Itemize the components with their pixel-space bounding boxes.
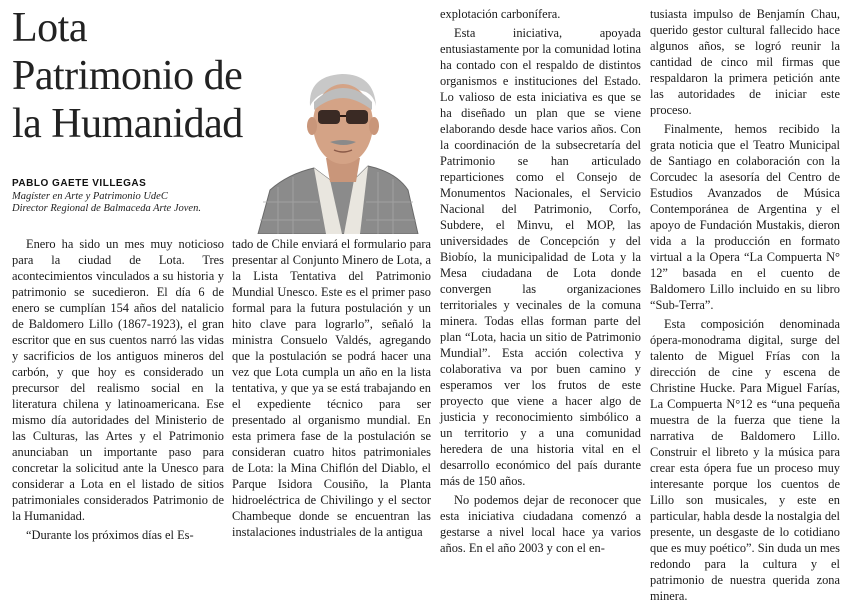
- paragraph: No podemos dejar de reconocer que esta iniciativa ciudadana comenzó a gestarse a nivel local hace ya varios años. En el año 2003 y con el en-: [440, 493, 641, 555]
- paragraph: Enero ha sido un mes muy noticioso para la ciudad de Lota. Tres acontecimientos vinculados a su historia y patrimonio se sucedieron. El día 6 de enero se cumplían 154 años del natalicio de Baldomero Lillo (1867-1923), el gran escritor que en sus cuentos narró las vidas y sacrificios de los antiguos mineros del carbón, y que hoy es considerado un precursor del realismo social en la literatura chilena y latinoamericana. Ese mismo día autoridades del Ministerio de las Culturas, las Artes y el Patrimonio anunciaban un importante paso para concretar la solicitud ante la Unesco para considerar a Lota en el listado de sitios patrimoniales considerados Patrimonio de la Humanidad.: [12, 237, 224, 523]
- paragraph: explotación carbonífera.: [440, 7, 561, 21]
- paragraph: tado de Chile enviará el formulario para presentar al Conjunto Minero de Lota, a la Lista Tentativa del Patrimonio Mundial Unesco. Este es el primer paso formal para la futura postulación y un hito clave para lograrlo”, señaló la ministra Consuelo Valdés, agregando que la postulación se podrá hacer una vez que Lota cumpla un año en la lista tentativa, y que ya se está trabajando en el expediente técnico para ser presentado al organismo mundial. En esta primera fase de la postulación se consideran cuatro hitos patrimoniales de Lota: la Mina Chiflón del Diablo, el Parque Isidora Cousiño, la Planta hidroeléctrica de Chivilingo y el sector Chambeque donde se encuentran las instalaciones industriales de la antigua: [232, 237, 431, 539]
- author-role-1: Magíster en Arte y Patrimonio UdeC: [12, 191, 168, 202]
- text-column-2: [232, 236, 431, 540]
- paragraph: Esta iniciativa, apoyada entusiastamente por la comunidad lotina ha contado con el respaldo de distintos organismos e instituciones del Estado. Lo valioso de esta iniciativa es que se ha diseñado un plan que se viene elaborando desde hace varios años. Con la coordinación de la subsecretaría del Patrimonio se han articulado reparticiones como el Consejo de Monumentos Nacionales, el Servicio Nacional del Patrimonio, Corfo, Subdere, el Minvu, el MOP, las universidades de Concepción y del Biobío, la municipalidad de Lota y la Mesa ciudadana de Lota donde convergen las organizaciones territoriales y vecinales de la comuna minera. Todas ellas forman parte del plan “Lota, hacia un sitio de Patrimonio Mundial”. Esta acción colectiva y colaborativa va por buen camino y esperamos ver los frutos de este proyecto que viene a hacer algo de justicia y reconocimiento simbólico a un territorio y a una comunidad heredera de una historia vital en el desarrollo económico del país durante más de 150 años.: [440, 26, 641, 488]
- paragraph: tusiasta impulso de Benjamín Chau, querido gestor cultural fallecido hace algunos años, se logró reunir la cantidad de cinco mil firmas que respaldaron la primera petición ante las autoridades de iniciar este proceso.: [650, 7, 840, 117]
- article-title: Lota Patrimonio de la Humanidad: [12, 5, 243, 147]
- text-column-1: [12, 236, 224, 543]
- paragraph: Esta composición denominada ópera-monodrama digital, surge del talento de Miguel Frías con la dirección de cine y escena de Christine Hucke. Para Miguel Farías, La Compuerta N°12 es “una pequeña muestra de la fuerza que tiene la narrativa de Baldomero Lillo. Construir el libreto y la música para crear esta ópera fue un proceso muy interesante porque los cuentos de Lillo son musicales, y este en particular, habla desde la nostalgia del presente, un desgaste de lo cotidiano que es muy poético”. Sin duda un mes redondo para la cultura y el patrimonio de nuestra querida zona minera.: [650, 317, 840, 603]
- byline: [12, 178, 262, 215]
- paragraph: Finalmente, hemos recibido la grata noticia que el Teatro Municipal de Santiago en colaboración con la Corcudec la asesoría del Centro de Estudios Avanzados de Música Contemporánea de Argentina y el apoyo de Fundación Mustakis, dieron vida a la producción en formato virtual a la Opera “La Compuerta N° 12” basada en el cuento de Baldomero Lillo incluido en su libro “Sub-Terra”.: [650, 122, 840, 312]
- text-column-3: [440, 6, 641, 556]
- text-column-4: [650, 6, 840, 604]
- paragraph: “Durante los próximos días el Es-: [26, 528, 194, 542]
- author-name: PABLO GAETE VILLEGAS: [12, 178, 147, 189]
- author-role-2: Director Regional de Balmaceda Arte Joven.: [12, 203, 201, 214]
- author-photo: [248, 62, 420, 234]
